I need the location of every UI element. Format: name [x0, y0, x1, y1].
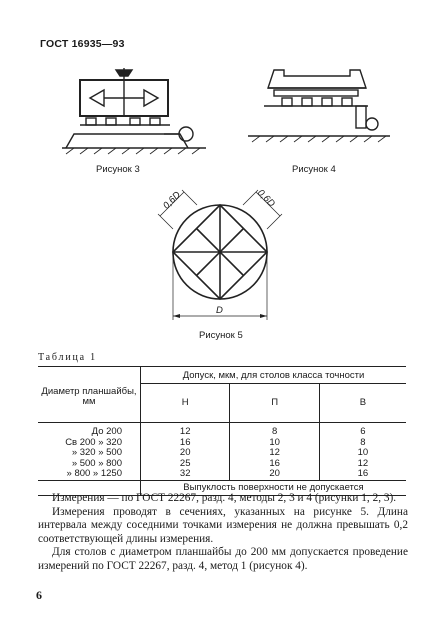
table-row-size: До 200	[91, 426, 122, 437]
page-number: 6	[36, 588, 42, 602]
figure-4-caption: Рисунок 4	[292, 164, 336, 175]
table-cell-n: 25	[141, 459, 230, 470]
table-cell-n: 16	[141, 438, 230, 449]
figure-3-caption: Рисунок 3	[96, 164, 140, 175]
table-cell-p: 8	[230, 423, 319, 438]
tolerance-table	[38, 366, 406, 496]
table-footer-note: Выпуклость поверхности не допускается	[141, 480, 407, 495]
figure-4-drawing	[244, 62, 394, 162]
paragraph: Измерения проводят в сечениях, указанных на рисунке 5. Длина интервала между соседними точками измерения не должна превышать 0,2 соответствующей длины измерения.	[38, 505, 408, 545]
figure-5-label-bottom: D	[216, 305, 223, 316]
table-cell-v: 8	[319, 438, 406, 449]
table-row-size: » 800 » 1250	[66, 468, 122, 479]
document-header: ГОСТ 16935—93	[40, 38, 125, 50]
table-cell-v: 12	[319, 459, 406, 470]
figure-5-label-right: 0,6D	[255, 187, 278, 210]
table-row-size: » 320 » 500	[71, 447, 122, 458]
table-header-diameter: Диаметр планшайбы, мм	[38, 367, 141, 423]
table-header-class-p: П	[230, 384, 319, 423]
table-cell-p: 10	[230, 438, 319, 449]
figure-5-caption: Рисунок 5	[199, 330, 243, 341]
table-cell-p: 12	[230, 448, 319, 459]
figure-3-drawing	[60, 62, 210, 162]
table-cell-v: 6	[319, 423, 406, 438]
table-header-class-n: Н	[141, 384, 230, 423]
table-header-tolerance: Допуск, мкм, для столов класса точности	[141, 367, 407, 384]
table-row-size: Св 200 » 320	[65, 436, 122, 448]
table-caption: Таблица 1	[38, 352, 97, 363]
table-header-class-v: В	[319, 384, 406, 423]
table-cell-n: 20	[141, 448, 230, 459]
paragraph: Измерения — по ГОСТ 22267, разд. 4, методы 2, 3 и 4 (рисунки 1, 2, 3).	[52, 492, 397, 504]
table-cell-p: 20	[230, 469, 319, 480]
table-cell-n: 32	[141, 469, 230, 480]
table-cell-n: 12	[141, 423, 230, 438]
table-cell-v: 16	[319, 469, 406, 480]
paragraph: Для столов с диаметром планшайбы до 200 мм допускается проведение измерений по ГОСТ 22267, разд. 4, метод 1 (рисунок 4).	[38, 546, 408, 572]
table-cell-v: 10	[319, 448, 406, 459]
figure-5-label-left: 0,6D	[161, 189, 184, 212]
table-cell-p: 16	[230, 459, 319, 470]
table-row-size: » 500 » 800	[71, 457, 122, 469]
body-text	[38, 492, 408, 573]
